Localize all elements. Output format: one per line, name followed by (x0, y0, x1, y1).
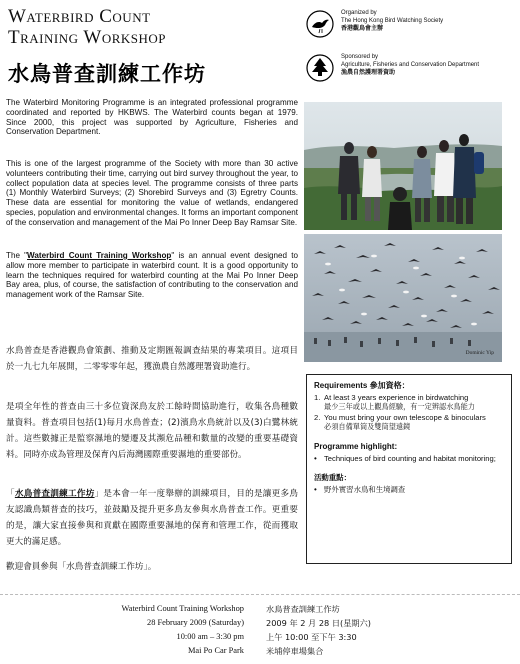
sponsor-block (306, 54, 516, 82)
title-line-1: Waterbird Count (8, 6, 151, 27)
title-en (8, 6, 298, 48)
programme-paragraph-en: This is one of the largest programme of the Society with more than 30 active volunteers contributing their time, carrying out bird survey throughout the year, to collect population data at species level. The programme consists of three parts (1) Monthly Waterbird Surveys; (2) Shorebird Surveys and (3) Egretry Counts. These data are essential for monitoring the value of wetlands, endangered species, population and environmental changes. It forms an important component of the conservation and management of the Mai Po Inner Deep Bay Ramsar Site. (6, 159, 298, 227)
requirement-text (324, 393, 504, 412)
organizer-block (306, 10, 516, 38)
programme-paragraph-zh: 是項全年性的普查由三十多位資深鳥友於工餘時間協助進行，收集各鳥種數量資料。普查項目包括(1)每月水鳥普查；(2)濱鳥水鳥統計以及(3)白鷺林統計。這些數據正是監察濕地的變遷及其瀕危品種和數量的改變的重要基礎資料。同時亦成為管理及保育內后海灣國際重要濕地的重要部份。 (6, 402, 298, 460)
highlight-heading: Programme highlight: (314, 441, 398, 451)
event-title-en: Waterbird Count Training Workshop (121, 604, 244, 613)
requirement-en: At least 3 years experience in birdwatching (324, 392, 469, 402)
workshop-suffix: " is an annual event designed to allow more member to participate in waterbird count. It is a good opportunity to learn the techniques required for waterbird counting at the Mai Po Inner Deep Bay area, plus, of course, the satisfaction of contributing to the conservation and management work of the Ramsar Site. (6, 251, 298, 299)
event-time-zh: 上午 10:00 至下午 3:30 (266, 632, 357, 642)
workshop-paragraph-en (6, 251, 298, 300)
requirement-zh: 最少三年或以上觀鳥經驗，有一定辨認水鳥能力 (324, 402, 475, 412)
intro-paragraph-en: The Waterbird Monitoring Programme is an integrated professional programme coordinated and reported by HKBWS. The Waterbird counts began at 1979. Since 2000, this project was supported by Agriculture, Fisheries and Conservation Department. (6, 98, 298, 137)
sponsor-name: Agriculture, Fisheries and Conservation Department (341, 61, 480, 68)
bullet-icon: • (314, 453, 317, 463)
event-time-en: 10:00 am – 3:30 pm (176, 632, 244, 641)
event-place-zh: 米埔停車場集合 (266, 646, 324, 656)
bullet-icon: • (314, 484, 317, 494)
event-details-en (4, 602, 244, 658)
sponsor-text (341, 54, 479, 77)
workshop-name-highlight-zh: 水鳥普查訓練工作坊 (14, 489, 95, 499)
requirements-box (306, 374, 512, 564)
requirement-en: You must bring your own telescope & binoculars (324, 412, 486, 422)
requirements-heading: Requirements 參加資格： (314, 381, 410, 390)
tree-emblem-icon (306, 54, 334, 82)
highlight-text: Techniques of bird counting and habitat monitoring; (324, 453, 496, 463)
requirement-number: 1. (314, 392, 321, 402)
volunteers-photo (304, 102, 502, 230)
organizer-name-zh: 香港觀鳥會主辦 (341, 25, 384, 33)
requirement-item-1 (314, 393, 504, 412)
welcome-paragraph-zh: 歡迎會員參與「水鳥普查訓練工作坊」。 (6, 562, 157, 572)
organizer-name: The Hong Kong Bird Watching Society (341, 17, 444, 24)
requirement-number: 2. (314, 412, 321, 422)
highlight-item-zh (314, 485, 504, 495)
workshop-paragraph-zh (6, 486, 298, 550)
workshop-prefix-zh: 「 (6, 489, 15, 499)
bird-silhouette-icon (306, 10, 334, 38)
sponsor-name-zh: 漁農自然護理署資助 (341, 69, 396, 77)
title-line-2: Training Workshop (8, 27, 167, 48)
organizer-text (341, 10, 443, 33)
intro-paragraph-zh: 水鳥普查是香港觀鳥會策劃、推動及定期匯報調查結果的專業項目。這項目於一九七九年展開，二零零零年起，獲漁農自然護理署資助進行。 (6, 346, 298, 372)
sponsor-label: Sponsored by (341, 54, 379, 60)
highlight-heading-zh: 活動重點： (314, 473, 351, 483)
organizer-label: Organized by (341, 10, 377, 16)
event-title-zh: 水鳥普查訓練工作坊 (266, 604, 340, 614)
workshop-suffix-zh: 」是本會一年一度舉辦的訓練項目，目的是讓更多鳥友認識鳥類普查的技巧，並鼓勵及提升更多鳥友參與水鳥普查工作。更重要的是，讓大家直接參與和貢獻在國際重要濕地的保育和管理工作，從而獲取更大的滿足感。 (6, 489, 298, 547)
requirement-text (324, 413, 504, 432)
photo-credit: Dominic Yip (465, 350, 494, 356)
title-zh: 水鳥普查訓練工作坊 (8, 62, 206, 86)
highlight-text-zh: 野外實習水鳥和生境調查 (324, 484, 406, 494)
requirement-item-2 (314, 413, 504, 432)
event-details-zh (266, 602, 506, 658)
event-place-en: Mai Po Car Park (187, 646, 244, 655)
highlight-item (314, 454, 504, 464)
photo-credit-wrap (304, 234, 502, 362)
workshop-name-highlight: Waterbird Count Training Workshop (27, 251, 172, 260)
requirement-zh: 必須自備單筒及雙筒望遠鏡 (324, 422, 411, 432)
event-date-en: 28 February 2009 (Saturday) (147, 618, 244, 627)
event-details-footer (0, 594, 520, 664)
event-date-zh: 2009 年 2 月 28 日(星期六) (266, 618, 371, 628)
workshop-prefix: The " (6, 251, 28, 260)
